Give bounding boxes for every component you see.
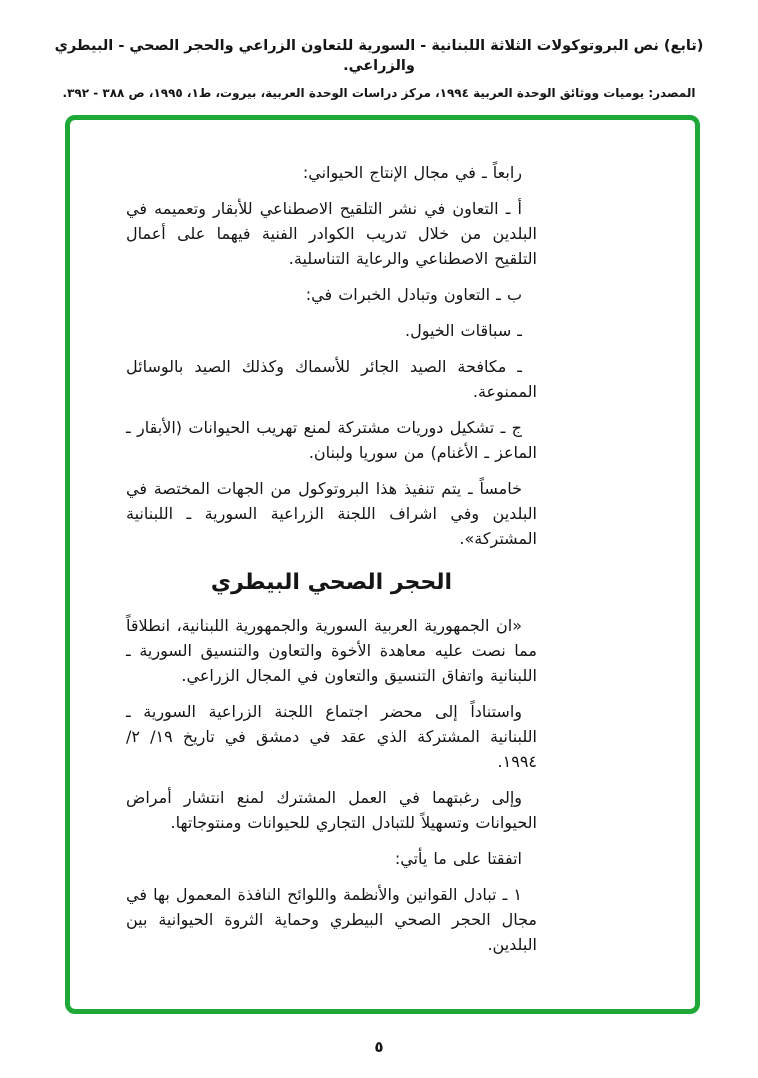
page-header: [0, 0, 758, 101]
paragraph-item-c: ج ـ تشكيل دوريات مشتركة لمنع تهريب الحيوانات (الأبقار ـ الماعز ـ الأغنام) من سوريا ولبنان.: [126, 418, 537, 462]
paragraph-fifth-clause: خامساً ـ يتم تنفيذ هذا البروتوكول من الجهات المختصة في البلدين وفي اشراف اللجنة الزراعية السورية ـ اللبنانية المشتركة».: [126, 479, 537, 548]
paragraph-mutual-desire: وإلى رغبتهما في العمل المشترك لمنع انتشار أمراض الحيوانات وتسهيلاً للتبادل التجاري للحيوانات ومنتوجاتها.: [126, 788, 537, 832]
document-body: [70, 120, 695, 1009]
paragraph-clause-1-laws-exchange: ١ ـ تبادل القوانين والأنظمة واللوائح النافذة المعمول بها في مجال الحجر الصحي البيطري وحماية الثروة الحيوانية بين البلدين.: [126, 885, 537, 954]
paragraph-item-a: أ ـ التعاون في نشر التلقيح الاصطناعي للأبقار وتعميمه في البلدين من خلال تدريب الكوادر الفنية فيهما على أعمال التلقيح الاصطناعي والرعاية التناسلية.: [126, 199, 537, 268]
paragraph-item-b: ب ـ التعاون وتبادل الخبرات في:: [305, 285, 522, 304]
section-title-veterinary-quarantine: الحجر الصحي البيطري: [210, 570, 453, 595]
document-source-line: المصدر: يوميات ووثائق الوحدة العربية ١٩٩٤، مركز دراسات الوحدة العربية، بيروت، ط١، ١٩٩٥، ص ٣٨٨ - ٣٩٢.: [62, 86, 696, 100]
document-header-title: (تابع) نص البروتوكولات الثلاثة اللبنانية - السورية للتعاون الزراعي والحجر الصحي - البيطري والزراعي.: [54, 38, 704, 74]
paragraph-fourth-clause: رابعاً ـ في مجال الإنتاج الحيواني:: [302, 163, 522, 182]
paragraph-agreement-lead-in: اتفقتا على ما يأتي:: [394, 849, 522, 868]
paragraph-preamble-republics: «ان الجمهورية العربية السورية والجمهورية اللبنانية، انطلاقاً مما نصت عليه معاهدة الأخوة والتعاون والتنسيق السورية ـ اللبنانية واتفاق التنسيق والتعاون في المجال الزراعي.: [126, 616, 537, 685]
page-number: ٥: [374, 1038, 384, 1056]
document-border-frame: [65, 115, 700, 1014]
page-footer: [0, 1037, 758, 1056]
paragraph-committee-meeting: واستناداً إلى محضر اجتماع اللجنة الزراعية السورية ـ اللبنانية المشتركة الذي عقد في دمشق في تاريخ ١٩/ ٢/ ١٩٩٤.: [126, 702, 537, 771]
paragraph-bullet-horse-races: ـ سباقات الخيول.: [404, 321, 522, 340]
paragraph-bullet-fishing: ـ مكافحة الصيد الجائر للأسماك وكذلك الصيد بالوسائل الممنوعة.: [126, 357, 537, 401]
